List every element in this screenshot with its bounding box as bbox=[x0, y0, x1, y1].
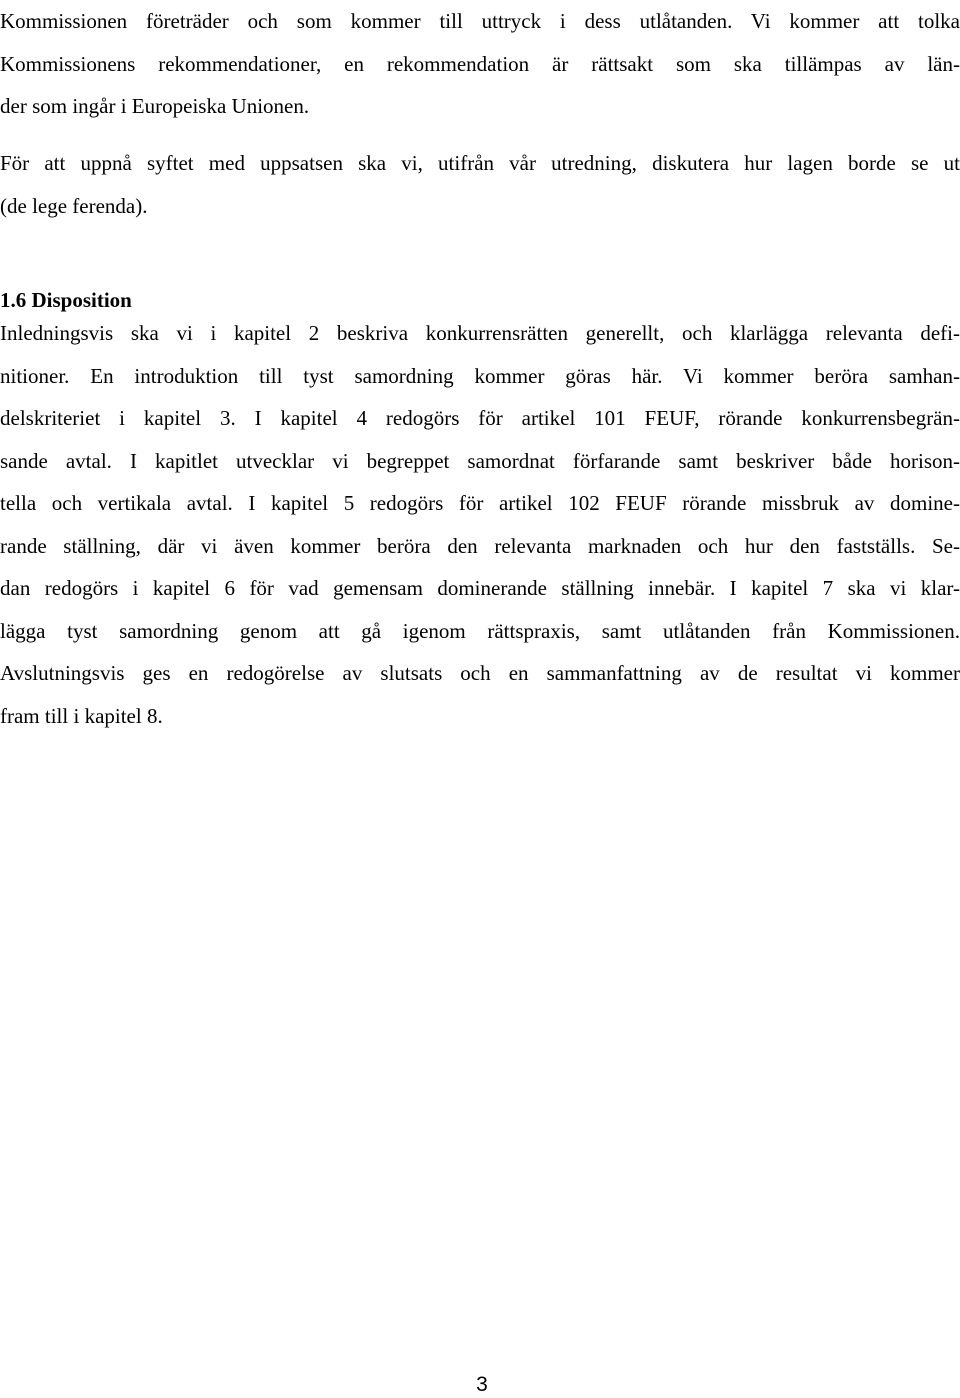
text-line: Inledningsvis ska vi i kapitel 2 beskriva konkurrensrätten generellt, och klarlägga relevanta defi- bbox=[0, 321, 960, 345]
text-line: nitioner. En introduktion till tyst samordning kommer göras här. Vi kommer beröra samhan- bbox=[0, 363, 960, 388]
text-line: rande ställning, där vi även kommer beröra den relevanta marknaden och hur den fastställs. Se- bbox=[0, 533, 960, 558]
text-line: För att uppnå syftet med uppsatsen ska vi, utifrån vår utredning, diskutera hur lagen borde se ut bbox=[0, 151, 960, 175]
text-line: dan redogörs i kapitel 6 för vad gemensam dominerande ställning innebär. I kapitel 7 ska vi klar- bbox=[0, 576, 960, 600]
text-line: sande avtal. I kapitlet utvecklar vi begreppet samordnat förfarande samt beskriver både horison- bbox=[0, 448, 960, 473]
paragraph-intro-end bbox=[0, 0, 960, 128]
text-line: tella och vertikala avtal. I kapitel 5 redogörs för artikel 102 FEUF rörande missbruk av domine- bbox=[0, 491, 960, 515]
page-number: 3 bbox=[476, 1373, 488, 1396]
text-line: Avslutningsvis ges en redogörelse av slutsats och en sammanfattning av de resultat vi kommer bbox=[0, 661, 960, 685]
text-line: lägga tyst samordning genom att gå igenom rättspraxis, samt utlåtanden från Kommissionen. bbox=[0, 618, 960, 643]
paragraph-disposition bbox=[0, 312, 960, 737]
text-line: Kommissionens rekommendationer, en rekommendation är rättsakt som ska tillämpas av län- bbox=[0, 51, 960, 76]
paragraph-purpose bbox=[0, 142, 960, 227]
section-heading: 1.6 Disposition bbox=[0, 288, 132, 312]
text-line: der som ingår i Europeiska Unionen. bbox=[0, 94, 310, 118]
text-line: fram till i kapitel 8. bbox=[0, 703, 163, 728]
text-line: delskriteriet i kapitel 3. I kapitel 4 redogörs för artikel 101 FEUF, rörande konkurrensbegrän- bbox=[0, 406, 960, 430]
text-line: (de lege ferenda). bbox=[0, 193, 148, 218]
text-line: Kommissionen företräder och som kommer till uttryck i dess utlåtanden. Vi kommer att tolka bbox=[0, 9, 960, 33]
